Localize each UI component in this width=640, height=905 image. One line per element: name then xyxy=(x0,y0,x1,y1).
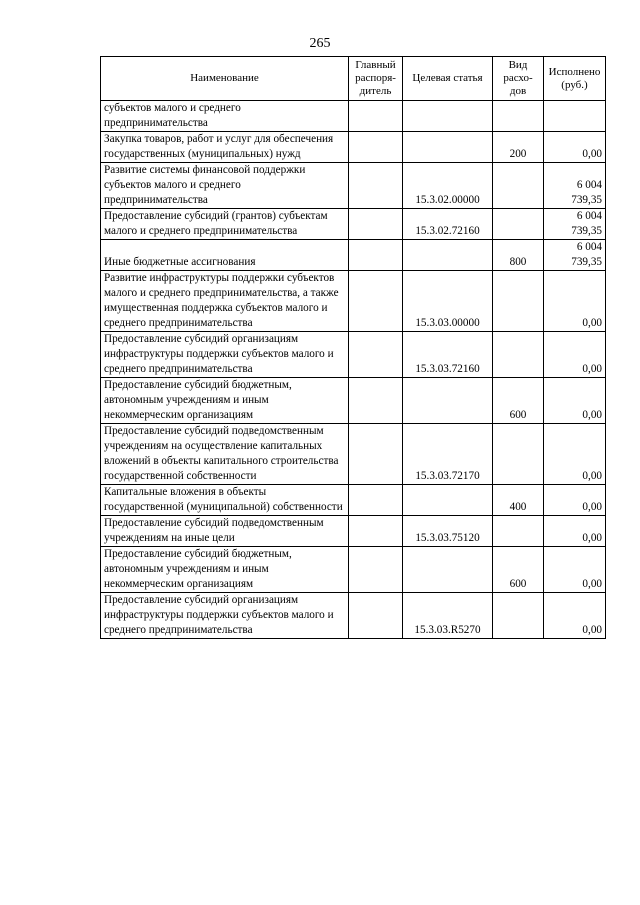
cell-executed: 0,00 xyxy=(544,516,606,547)
cell-name: Иные бюджетные ассигнования xyxy=(101,240,349,271)
header-expense-type: Вид расхо-дов xyxy=(493,57,544,101)
cell-executed: 0,00 xyxy=(544,547,606,593)
cell-executed: 0,00 xyxy=(544,378,606,424)
cell-main-manager xyxy=(349,547,403,593)
table-row xyxy=(101,240,606,271)
table-row xyxy=(101,271,606,332)
cell-executed: 0,00 xyxy=(544,424,606,485)
cell-executed: 0,00 xyxy=(544,132,606,163)
cell-expense-type xyxy=(493,209,544,240)
cell-expense-type: 400 xyxy=(493,485,544,516)
cell-expense-type xyxy=(493,332,544,378)
cell-target-article: 15.3.03.75120 xyxy=(403,516,493,547)
cell-name: Предоставление субсидий бюджетным, автономным учреждениям и иным некоммерческим организациям xyxy=(101,547,349,593)
cell-main-manager xyxy=(349,378,403,424)
cell-main-manager xyxy=(349,132,403,163)
table-row xyxy=(101,132,606,163)
cell-main-manager xyxy=(349,332,403,378)
cell-name: Предоставление субсидий (грантов) субъектам малого и среднего предпринимательства xyxy=(101,209,349,240)
table-header-row xyxy=(101,57,606,101)
cell-expense-type: 600 xyxy=(493,547,544,593)
table-row xyxy=(101,101,606,132)
table-row xyxy=(101,516,606,547)
cell-main-manager xyxy=(349,271,403,332)
cell-name: субъектов малого и среднего предпринимательства xyxy=(101,101,349,132)
cell-expense-type: 600 xyxy=(493,378,544,424)
cell-target-article: 15.3.03.00000 xyxy=(403,271,493,332)
cell-name: Предоставление субсидий бюджетным, автономным учреждениям и иным некоммерческим организациям xyxy=(101,378,349,424)
cell-name: Развитие системы финансовой поддержки субъектов малого и среднего предпринимательства xyxy=(101,163,349,209)
cell-name: Закупка товаров, работ и услуг для обеспечения государственных (муниципальных) нужд xyxy=(101,132,349,163)
cell-executed: 6 004 739,35 xyxy=(544,163,606,209)
table-row xyxy=(101,378,606,424)
cell-name: Капитальные вложения в объекты государственной (муниципальной) собственности xyxy=(101,485,349,516)
cell-expense-type xyxy=(493,271,544,332)
budget-table xyxy=(100,56,606,639)
cell-target-article xyxy=(403,240,493,271)
cell-target-article xyxy=(403,132,493,163)
cell-target-article xyxy=(403,378,493,424)
cell-expense-type xyxy=(493,101,544,132)
table-row xyxy=(101,332,606,378)
cell-target-article xyxy=(403,547,493,593)
cell-target-article: 15.3.02.72160 xyxy=(403,209,493,240)
table-row xyxy=(101,209,606,240)
cell-expense-type xyxy=(493,163,544,209)
cell-main-manager xyxy=(349,516,403,547)
cell-expense-type xyxy=(493,516,544,547)
cell-target-article xyxy=(403,485,493,516)
header-main-manager: Главный распоря-дитель xyxy=(349,57,403,101)
cell-name: Предоставление субсидий организациям инфраструктуры поддержки субъектов малого и среднего предпринимательства xyxy=(101,593,349,639)
header-name: Наименование xyxy=(101,57,349,101)
cell-name: Предоставление субсидий организациям инфраструктуры поддержки субъектов малого и среднего предпринимательства xyxy=(101,332,349,378)
cell-main-manager xyxy=(349,593,403,639)
cell-main-manager xyxy=(349,424,403,485)
cell-main-manager xyxy=(349,240,403,271)
cell-target-article: 15.3.03.72160 xyxy=(403,332,493,378)
cell-main-manager xyxy=(349,209,403,240)
table-row xyxy=(101,424,606,485)
cell-expense-type: 200 xyxy=(493,132,544,163)
cell-executed: 6 004 739,35 xyxy=(544,240,606,271)
cell-main-manager xyxy=(349,163,403,209)
cell-executed: 0,00 xyxy=(544,485,606,516)
table-row xyxy=(101,593,606,639)
cell-executed: 0,00 xyxy=(544,271,606,332)
cell-target-article: 15.3.02.00000 xyxy=(403,163,493,209)
table-row xyxy=(101,485,606,516)
cell-target-article: 15.3.03.72170 xyxy=(403,424,493,485)
table-row xyxy=(101,163,606,209)
header-target-article: Целевая статья xyxy=(403,57,493,101)
cell-name: Предоставление субсидий подведомственным учреждениям на иные цели xyxy=(101,516,349,547)
header-executed: Исполнено (руб.) xyxy=(544,57,606,101)
cell-target-article: 15.3.03.R5270 xyxy=(403,593,493,639)
cell-expense-type: 800 xyxy=(493,240,544,271)
page-number: 265 xyxy=(309,36,331,51)
cell-main-manager xyxy=(349,101,403,132)
cell-executed: 0,00 xyxy=(544,593,606,639)
cell-target-article xyxy=(403,101,493,132)
table-row xyxy=(101,547,606,593)
cell-main-manager xyxy=(349,485,403,516)
cell-name: Развитие инфраструктуры поддержки субъектов малого и среднего предпринимательства, а также имущественная поддержка субъектов малого и среднего предпринимательства xyxy=(101,271,349,332)
cell-executed: 0,00 xyxy=(544,332,606,378)
cell-name: Предоставление субсидий подведомственным учреждениям на осуществление капитальных вложений в объекты капитального строительства государственной собственности xyxy=(101,424,349,485)
cell-expense-type xyxy=(493,593,544,639)
cell-expense-type xyxy=(493,424,544,485)
cell-executed: 6 004 739,35 xyxy=(544,209,606,240)
cell-executed xyxy=(544,101,606,132)
